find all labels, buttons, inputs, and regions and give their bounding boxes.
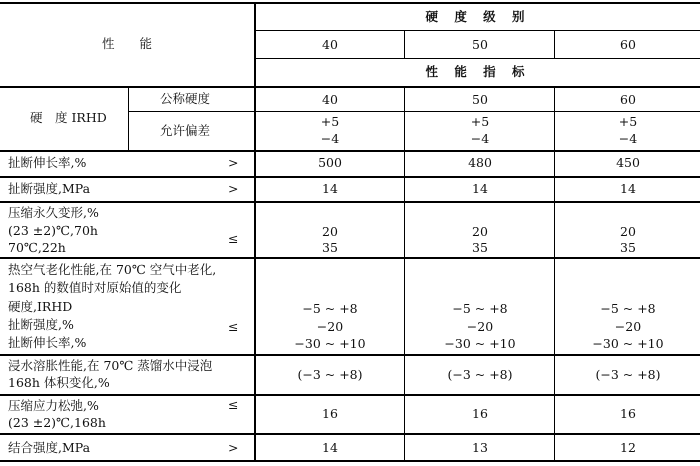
ha-hard-50: −5 ~ +8	[452, 301, 508, 316]
tensile-50: 14	[472, 181, 488, 196]
heat-aging-symbol: ≤	[228, 319, 239, 334]
rule	[404, 86, 405, 460]
rule	[554, 30, 555, 58]
ha-hard-40: −5 ~ +8	[302, 301, 358, 316]
cs-70h-40: 20	[322, 224, 338, 239]
ws-60: (−3 ~ +8)	[595, 367, 661, 382]
ha-tens-60: −20	[614, 319, 642, 334]
compression-set-symbol: ≤	[228, 231, 239, 246]
grade-60: 60	[620, 37, 636, 52]
nominal-hardness-label: 公称硬度	[160, 91, 211, 106]
elongation-50: 480	[468, 155, 492, 170]
rule	[0, 257, 700, 259]
rule	[0, 86, 700, 88]
stress-relax-cond: (23 ±2)℃,168h	[8, 415, 106, 430]
rule	[0, 460, 700, 462]
elongation-40: 500	[318, 155, 342, 170]
heat-aging-hardness-label: 硬度,IRHD	[8, 299, 73, 314]
water-swell-label: 浸水溶胀性能,在 70℃ 蒸馏水中浸泡	[8, 358, 213, 373]
tensile-symbol: >	[228, 181, 239, 196]
rule	[554, 86, 555, 460]
heat-aging-tensile-label: 扯断强度,%	[8, 317, 74, 332]
nominal-40: 40	[322, 92, 338, 107]
rule	[0, 354, 700, 356]
spec-header: 性 能 指 标	[425, 64, 531, 79]
tensile-40: 14	[322, 181, 338, 196]
rule	[128, 111, 700, 112]
ha-hard-60: −5 ~ +8	[600, 301, 656, 316]
ha-elong-50: −30 ~ +10	[444, 336, 516, 351]
sr-60: 16	[620, 406, 636, 421]
tensile-60: 14	[620, 181, 636, 196]
elongation-symbol: >	[228, 155, 239, 170]
nominal-60: 60	[620, 92, 636, 107]
ha-elong-40: −30 ~ +10	[294, 336, 366, 351]
tol-minus-50: −4	[470, 131, 490, 146]
tol-plus-60: +5	[618, 114, 638, 129]
cs-70h-60: 20	[620, 224, 636, 239]
rule	[0, 394, 700, 396]
heat-aging-label: 热空气老化性能,在 70℃ 空气中老化,	[8, 262, 217, 277]
ha-tens-40: −20	[316, 319, 344, 334]
rule	[404, 30, 405, 58]
ws-50: (−3 ~ +8)	[447, 367, 513, 382]
cs-22h-50: 35	[472, 240, 488, 255]
bond-50: 13	[472, 440, 488, 455]
property-header: 性 能	[101, 36, 152, 51]
cs-22h-40: 35	[322, 240, 338, 255]
hardness-label: 硬 度 IRHD	[30, 110, 107, 125]
compression-set-cond-2: 70℃,22h	[8, 240, 66, 255]
stress-relax-label: 压缩应力松弛,%	[8, 398, 99, 413]
rule	[0, 176, 700, 178]
tolerance-label: 允许偏差	[160, 123, 211, 138]
elongation-label: 扯断伸长率,%	[8, 155, 87, 170]
rule	[0, 201, 700, 203]
bond-label: 结合强度,MPa	[8, 440, 91, 455]
stress-relax-symbol: ≤	[228, 397, 239, 412]
rule	[0, 150, 700, 152]
ws-40: (−3 ~ +8)	[297, 367, 363, 382]
tol-minus-60: −4	[618, 131, 638, 146]
tol-plus-40: +5	[320, 114, 340, 129]
rule	[254, 58, 700, 59]
nominal-50: 50	[472, 92, 488, 107]
elongation-60: 450	[616, 155, 640, 170]
hardness-grade-header: 硬 度 级 别	[425, 9, 531, 24]
bond-40: 14	[322, 440, 338, 455]
water-swell-label-2: 168h 体积变化,%	[8, 375, 110, 390]
heat-aging-elongation-label: 扯断伸长率,%	[8, 335, 87, 350]
compression-set-label: 压缩永久变形,%	[8, 205, 99, 220]
rule	[128, 86, 129, 150]
ha-tens-50: −20	[466, 319, 494, 334]
sr-50: 16	[472, 406, 488, 421]
bond-60: 12	[620, 440, 636, 455]
rule	[0, 433, 700, 435]
tol-minus-40: −4	[320, 131, 340, 146]
rule	[0, 2, 700, 4]
grade-40: 40	[322, 37, 338, 52]
compression-set-cond-1: (23 ±2)℃,70h	[8, 223, 98, 238]
tol-plus-50: +5	[470, 114, 490, 129]
tensile-label: 扯断强度,MPa	[8, 181, 91, 196]
grade-50: 50	[472, 37, 488, 52]
cs-22h-60: 35	[620, 240, 636, 255]
sr-40: 16	[322, 406, 338, 421]
heat-aging-label-2: 168h 的数值时对原始值的变化	[8, 280, 182, 295]
cs-70h-50: 20	[472, 224, 488, 239]
rule	[254, 30, 700, 31]
ha-elong-60: −30 ~ +10	[592, 336, 664, 351]
bond-symbol: >	[228, 440, 239, 455]
